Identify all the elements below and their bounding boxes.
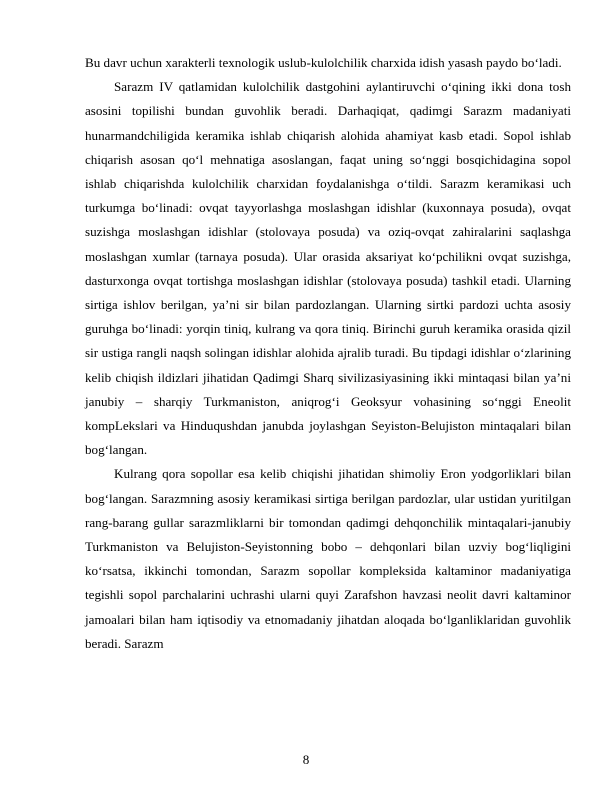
paragraph-2: Sarazm IV qatlamidan kulolchilik dastgohini aylantiruvchi o‘qining ikki dona tosh asosini topilishi bundan guvohlik beradi. Darhaqiqat, qadimgi Sarazm madaniyati hunarmandchiligida keramika ishlab chiqarish alohida ahamiyat kasb etadi. Sopol ishlab chiqarish asosan qo‘l mehnatiga asoslangan, faqat uning so‘nggi bosqichidagina sopol ishlab chiqarishda kulolchilik charxidan foydalanishga o‘tildi. Sarazm keramikasi uch turkumga bo‘linadi: ovqat tayyorlashga moslashgan idishlar (kuxonnaya posuda), ovqat suzishga moslashgan idishlar (stolovaya posuda) va oziq-ovqat zahiralarini saqlashga moslashgan xumlar (tarnaya posuda). Ular orasida aksariyat ko‘pchilikni ovqat suzishga, dasturxonga ovqat tortishga moslashgan idishlar (stolovaya posuda) tashkil etadi. Ularning sirtiga ishlov berilgan, ya’ni sir bilan pardozlangan. Ularning sirtki pardozi uchta asosiy guruhga bo‘linadi: yorqin tiniq, kulrang va qora tiniq. Birinchi guruh keramika orasida qizil sir ustiga rangli naqsh solingan idishlar alohida ajralib turadi. Bu tipdagi idishlar o‘zlarining kelib chiqish ildizlari jihatidan Qadimgi Sharq sivilizasiyasining ikki mintaqasi bilan ya’ni janubiy – sharqiy Turkmaniston, aniqrog‘i Geoksyur vohasining so‘nggi Eneolit kompLekslari va Hinduqushdan janubda joylashgan Seyiston-Belujiston mintaqalari bilan bog‘langan. [85,79,571,458]
paragraph-1: Bu davr uchun xarakterli texnologik uslub-kulolchilik charxida idish yasash paydo bo‘ladi. [85,55,562,70]
document-page [85,51,571,656]
page-number: 8 [302,752,310,767]
paragraph-3: Kulrang qora sopollar esa kelib chiqishi jihatidan shimoliy Eron yodgorliklari bilan bog‘langan. Sarazmning asosiy keramikasi sirtiga berilgan pardozlar, ular ustidan yuritilgan rang-barang gullar sarazmliklarni bir tomondan qadimgi dehqonchilik mintaqalari-janubiy Turkmaniston va Belujiston-Seyistonning bobo – dehqonlari bilan uzviy bog‘liqligini ko‘rsatsa, ikkinchi tomondan, Sarazm sopollar kompleksida kaltaminor madaniyatiga tegishli sopol parchalarini uchrashi ularni quyi Zarafshon havzasi neolit davri kaltaminor jamoalari bilan ham iqtisodiy va etnomadaniy jihatdan aloqada bo‘lganliklaridan guvohlik beradi. Sarazm [85,466,571,651]
